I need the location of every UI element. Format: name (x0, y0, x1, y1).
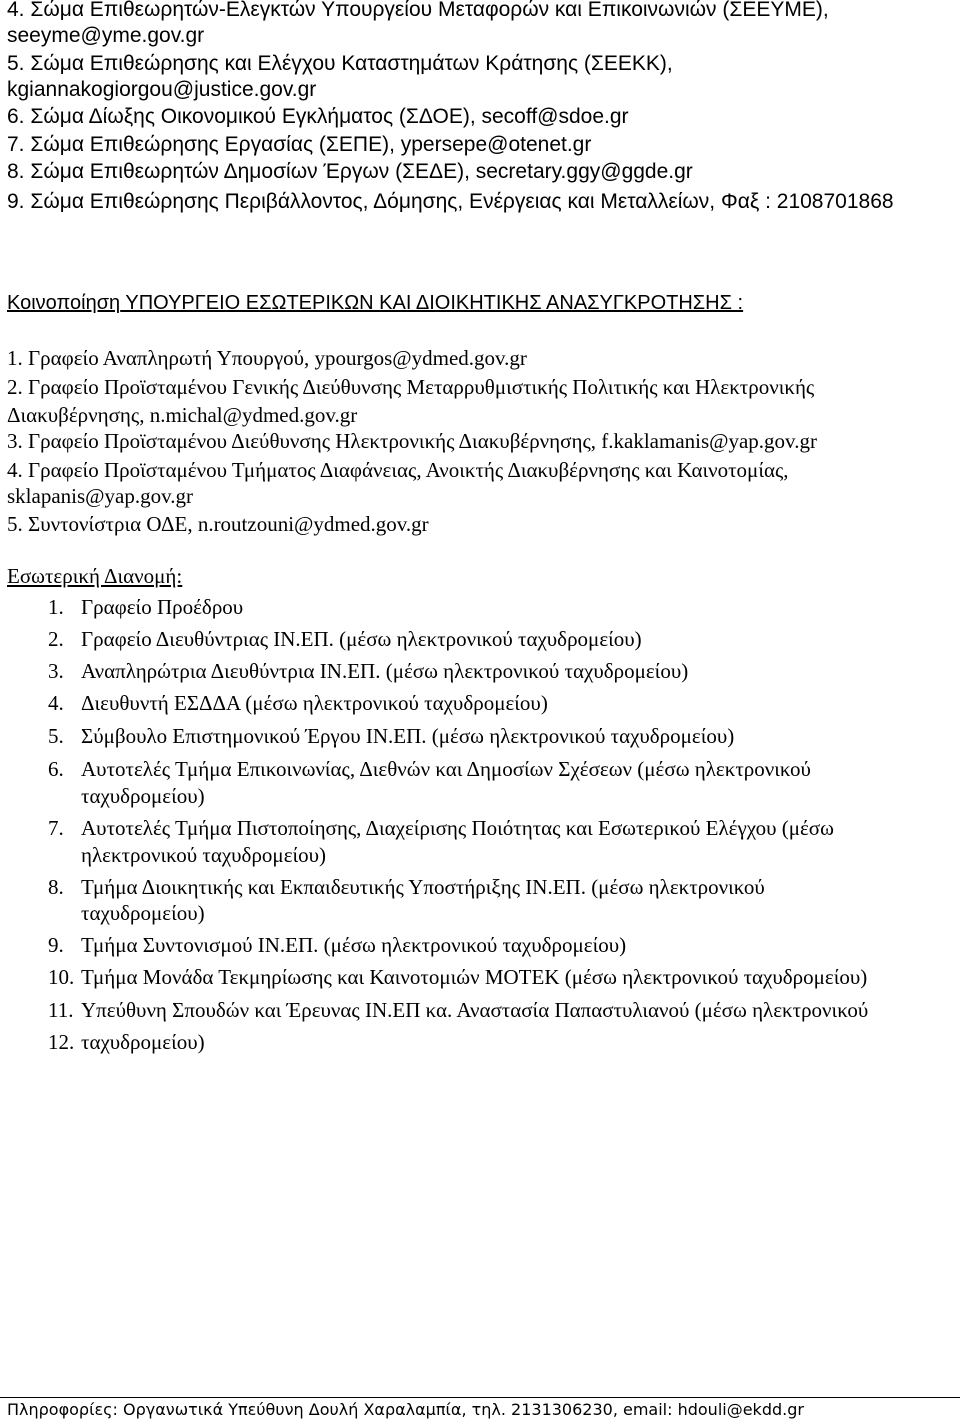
list-item: 6. Αυτοτελές Τμήμα Επικοινωνίας, Διεθνών και Δημοσίων Σχέσεων (μέσω ηλεκτρονικού (48, 757, 811, 781)
list-item: 3. Αναπληρώτρια Διευθύντρια ΙΝ.ΕΠ. (μέσω ηλεκτρονικού ταχυδρομείου) (48, 659, 689, 683)
notification-line-5: 5. Συντονίστρια ΟΔΕ, n.routzouni@ydmed.gov.gr (7, 512, 429, 536)
recipient-5-line1: 5. Σώμα Επιθεώρησης και Ελέγχου Καταστημάτων Κράτησης (ΣΕΕΚΚ), (7, 52, 673, 75)
notification-line-3: 3. Γραφείο Προϊσταμένου Διεύθυνσης Ηλεκτρονικής Διακυβέρνησης, f.kaklamanis@yap.gov.gr (7, 429, 817, 453)
recipient-7: 7. Σώμα Επιθεώρησης Εργασίας (ΣΕΠΕ), ypersepe@otenet.gr (7, 133, 592, 156)
internal-distribution-heading: Εσωτερική Διανομή: (7, 564, 183, 588)
notification-ministry: ΥΠΟΥΡΓΕΙΟ ΕΣΩΤΕΡΙΚΩΝ ΚΑΙ ΔΙΟΙΚΗΤΙΚΗΣ ΑΝΑΣΥΓΚΡΟΤΗΣΗΣ (120, 292, 738, 314)
notification-line-1: 1. Γραφείο Αναπληρωτή Υπουργού, ypourgos@ydmed.gov.gr (7, 346, 527, 370)
recipient-5-email: kgiannakogiorgou@justice.gov.gr (7, 78, 317, 101)
notification-heading (7, 292, 743, 315)
list-item-cont: ηλεκτρονικού ταχυδρομείου) (81, 843, 327, 867)
list-item: 7. Αυτοτελές Τμήμα Πιστοποίησης, Διαχείρισης Ποιότητας και Εσωτερικού Ελέγχου (μέσω (48, 816, 834, 840)
recipient-6: 6. Σώμα Δίωξης Οικονομικού Εγκλήματος (ΣΔΟΕ), secoff@sdoe.gr (7, 105, 629, 128)
footer-contact-info: Πληροφορίες: Οργανωτικά Υπεύθυνη Δουλή Χαραλαμπία, τηλ. 2131306230, email: hdouli@ekdd.gr (7, 1400, 804, 1419)
notification-label: Κοινοποίηση (7, 292, 121, 314)
list-item: 12. ταχυδρομείου) (48, 1030, 205, 1054)
recipient-9: 9. Σώμα Επιθεώρησης Περιβάλλοντος, Δόμησης, Ενέργειας και Μεταλλείων, Φαξ : 2108701868 (7, 190, 894, 213)
notification-line-4-cont: sklapanis@yap.gov.gr (7, 484, 193, 508)
list-item: 11. Υπεύθυνη Σπουδών και Έρευνας ΙΝ.ΕΠ κα. Αναστασία Παπαστυλιανού (μέσω ηλεκτρονικού (48, 998, 869, 1022)
list-item-cont: ταχυδρομείου) (81, 784, 205, 808)
notification-line-4: 4. Γραφείο Προϊσταμένου Τμήματος Διαφάνειας, Ανοικτής Διακυβέρνησης και Καινοτομίας, (7, 458, 789, 482)
recipient-4-email: seeyme@yme.gov.gr (7, 24, 205, 47)
list-item: 9. Τμήμα Συντονισμού ΙΝ.ΕΠ. (μέσω ηλεκτρονικού ταχυδρομείου) (48, 933, 627, 957)
notification-colon: : (737, 292, 744, 314)
list-item: 4. Διευθυντή ΕΣΔΔΑ (μέσω ηλεκτρονικού ταχυδρομείου) (48, 691, 548, 715)
list-item: 8. Τμήμα Διοικητικής και Εκπαιδευτικής Υποστήριξης ΙΝ.ΕΠ. (μέσω ηλεκτρονικού (48, 875, 765, 899)
notification-line-2-cont: Διακυβέρνησης, n.michal@ydmed.gov.gr (7, 403, 358, 427)
notification-line-2: 2. Γραφείο Προϊσταμένου Γενικής Διεύθυνσης Μεταρρυθμιστικής Πολιτικής και Ηλεκτρονικής (7, 375, 815, 399)
recipient-4-line1: 4. Σώμα Επιθεωρητών-Ελεγκτών Υπουργείου Μεταφορών και Επικοινωνιών (ΣΕΕΥΜΕ), (7, 0, 829, 21)
recipient-8: 8. Σώμα Επιθεωρητών Δημοσίων Έργων (ΣΕΔΕ), secretary.ggy@ggde.gr (7, 160, 693, 183)
footer-divider (0, 1397, 960, 1398)
list-item-cont: ταχυδρομείου) (81, 901, 205, 925)
list-item: 10. Τμήμα Μονάδα Τεκμηρίωσης και Καινοτομιών ΜΟΤΕΚ (μέσω ηλεκτρονικού ταχυδρομείου) (48, 965, 868, 989)
list-item: 5. Σύμβουλο Επιστημονικού Έργου ΙΝ.ΕΠ. (μέσω ηλεκτρονικού ταχυδρομείου) (48, 724, 735, 748)
list-item: 2. Γραφείο Διευθύντριας ΙΝ.ΕΠ. (μέσω ηλεκτρονικού ταχυδρομείου) (48, 627, 642, 651)
list-item: 1. Γραφείο Προέδρου (48, 595, 244, 619)
